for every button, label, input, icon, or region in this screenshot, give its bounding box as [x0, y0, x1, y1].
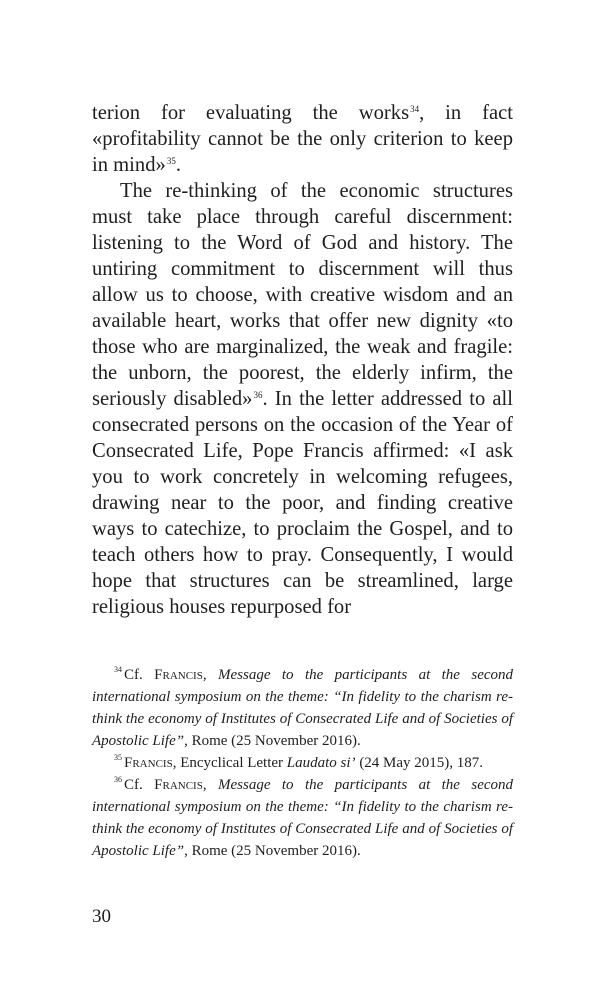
footnote-number: 34 [114, 664, 122, 674]
text-run: . [175, 154, 181, 176]
footnote-sep: , [202, 777, 218, 793]
paragraph-1 [92, 100, 513, 178]
footnote-36 [92, 774, 513, 862]
text-run: terion for evaluating the works [92, 102, 410, 124]
footnote-author: Francis [124, 755, 173, 771]
paragraph-2 [92, 178, 513, 620]
text-run: The re-thinking of the economic structures must take place through careful discernment: listening to the Word of God and history. The untiring commitment to discernment will thus allow us to choose, with creative wisdom and an available heart, works that offer new dignity «to those who are marginalized, the weak and fragile: the unborn, the poorest, the elderly infirm, the seriously disabled» [92, 180, 513, 410]
text-run: . In the letter addressed to all consecrated persons on the occasion of the Year of Consecrated Life, Pope Francis affirmed: «I ask you to work concretely in welcoming refugees, drawing near to the poor, and finding creative ways to catechize, to proclaim the Gospel, and to teach others how to pray. Consequently, I would hope that structures can be streamlined, large religious houses repurposed for [92, 388, 513, 618]
footnote-rest: (24 May 2015), 187. [355, 755, 484, 771]
footnote-rest: , Rome (25 November 2016). [184, 843, 361, 859]
footnote-rest: , Rome (25 November 2016). [184, 733, 361, 749]
footnote-prefix: Cf. [124, 667, 155, 683]
text-run: , in fact «profitability cannot be the only criterion to keep in mind» [92, 102, 514, 176]
footnote-title: Laudato si’ [286, 755, 356, 771]
footnote-number: 35 [114, 752, 122, 762]
main-text [92, 100, 513, 620]
footnote-sep: , Encyclical Letter [172, 755, 287, 771]
body-text [92, 100, 513, 620]
footnote-ref-34[interactable]: 34 [410, 103, 420, 114]
footnote-ref-35[interactable]: 35 [166, 155, 176, 166]
page-number: 30 [92, 906, 111, 927]
footnote-title: Message to the participants at the second international symposium on the theme: “In fidelity to the charism re-think the economy of Institutes of Consecrated Life and of Societies of Apostolic Life” [92, 777, 514, 859]
footnote-35 [92, 752, 513, 774]
footnote-author: Francis [154, 667, 203, 683]
footnote-author: Francis [154, 777, 203, 793]
footnote-number: 36 [114, 774, 122, 784]
footnote-title: Message to the participants at the second international symposium on the theme: “In fidelity to the charism re-think the economy of Institutes of Consecrated Life and of Societies of Apostolic Life” [92, 667, 514, 749]
footnote-prefix: Cf. [124, 777, 155, 793]
footnote-sep: , [202, 667, 218, 683]
footnote-ref-36[interactable]: 36 [253, 389, 263, 400]
footnote-34 [92, 664, 513, 752]
footnotes [92, 664, 513, 862]
